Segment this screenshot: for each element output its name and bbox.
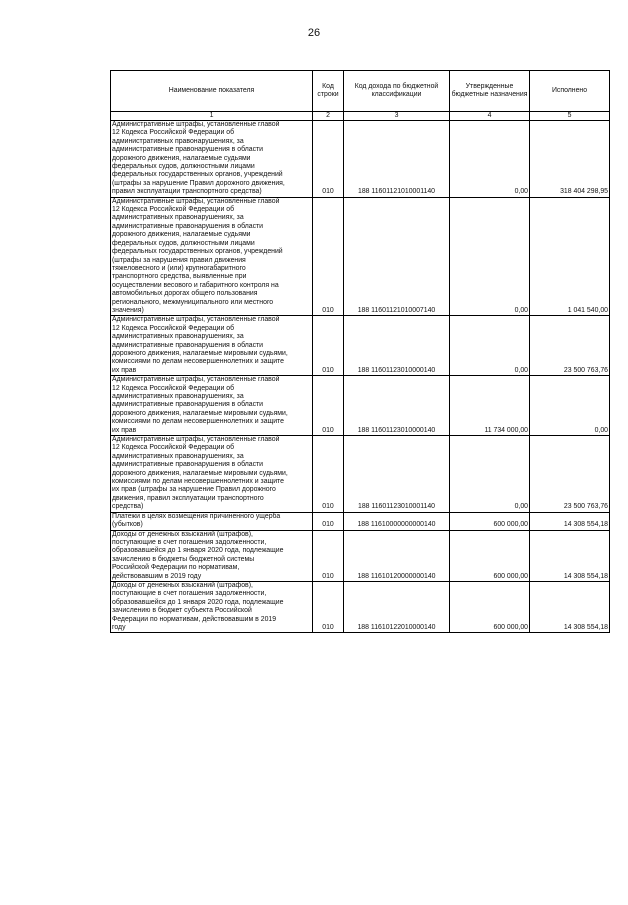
line-code: 010	[313, 512, 344, 530]
header-code: Код строки	[313, 71, 344, 112]
indicator-name: Административные штрафы, установленные главой 12 Кодекса Российской Федерации об административных правонарушениях, за административные правонарушения в области дорожного движения, налагаемые мировыми судьями, комиссиями по делам несовершеннолетних и защите их прав	[111, 316, 313, 376]
budget-classification-code: 188 11601123010001140	[344, 436, 450, 513]
approved-amount: 0,00	[450, 197, 530, 316]
column-number: 3	[344, 112, 450, 121]
executed-amount: 14 308 554,18	[530, 581, 610, 632]
indicator-name: Платежи в целях возмещения причиненного ущерба (убытков)	[111, 512, 313, 530]
approved-amount: 0,00	[450, 121, 530, 198]
executed-amount: 23 500 763,76	[530, 436, 610, 513]
table-row	[111, 581, 610, 632]
budget-classification-code: 188 11601123010000140	[344, 376, 450, 436]
line-code: 010	[313, 436, 344, 513]
approved-amount: 0,00	[450, 436, 530, 513]
budget-classification-code: 188 11610000000000140	[344, 512, 450, 530]
column-number-row	[111, 112, 610, 121]
revenue-table	[110, 70, 610, 633]
budget-classification-code: 188 11601121010001140	[344, 121, 450, 198]
approved-amount: 11 734 000,00	[450, 376, 530, 436]
line-code: 010	[313, 581, 344, 632]
executed-amount: 1 041 540,00	[530, 197, 610, 316]
executed-amount: 318 404 298,95	[530, 121, 610, 198]
line-code: 010	[313, 530, 344, 581]
header-row	[111, 71, 610, 112]
column-number: 4	[450, 112, 530, 121]
executed-amount: 14 308 554,18	[530, 512, 610, 530]
column-number: 5	[530, 112, 610, 121]
line-code: 010	[313, 316, 344, 376]
approved-amount: 0,00	[450, 316, 530, 376]
column-number: 1	[111, 112, 313, 121]
line-code: 010	[313, 376, 344, 436]
indicator-name: Доходы от денежных взысканий (штрафов), поступающие в счет погашения задолженности, образовавшейся до 1 января 2020 года, подлежащие зачислению в бюджеты бюджетной системы Российской Федерации по нормативам, действовавшим в 2019 году	[111, 530, 313, 581]
table-row	[111, 436, 610, 513]
indicator-name: Административные штрафы, установленные главой 12 Кодекса Российской Федерации об административных правонарушениях, за административные правонарушения в области дорожного движения, налагаемые судьями федеральных судов, должностными лицами федеральных государственных органов, учреждений (штрафы за нарушение Правил дорожного движения, правил эксплуатации транспортного средства)	[111, 121, 313, 198]
budget-classification-code: 188 11601123010000140	[344, 316, 450, 376]
approved-amount: 600 000,00	[450, 512, 530, 530]
table-row	[111, 316, 610, 376]
header-approved: Утвержденные бюджетные назначения	[450, 71, 530, 112]
budget-classification-code: 188 11601121010007140	[344, 197, 450, 316]
approved-amount: 600 000,00	[450, 581, 530, 632]
executed-amount: 0,00	[530, 376, 610, 436]
header-name: Наименование показателя	[111, 71, 313, 112]
table-row	[111, 121, 610, 198]
approved-amount: 600 000,00	[450, 530, 530, 581]
table-row	[111, 512, 610, 530]
indicator-name: Административные штрафы, установленные главой 12 Кодекса Российской Федерации об административных правонарушениях, за административные правонарушения в области дорожного движения, налагаемые мировыми судьями, комиссиями по делам несовершеннолетних и защите их прав	[111, 376, 313, 436]
table-row	[111, 530, 610, 581]
line-code: 010	[313, 197, 344, 316]
indicator-name: Административные штрафы, установленные главой 12 Кодекса Российской Федерации об административных правонарушениях, за административные правонарушения в области дорожного движения, налагаемые мировыми судьями, комиссиями по делам несовершеннолетних и защите их прав (штрафы за нарушение Правил дорожного движения, правил эксплуатации транспортного средства)	[111, 436, 313, 513]
indicator-name: Административные штрафы, установленные главой 12 Кодекса Российской Федерации об административных правонарушениях, за административные правонарушения в области дорожного движения, налагаемые судьями федеральных судов, должностными лицами федеральных государственных органов, учреждений (штрафы за нарушения правил движения тяжеловесного и (или) крупногабаритного транспортного средства, выявленные при осуществлении весового и габаритного контроля на автомобильных дорогах общего пользования регионального, межмуниципального или местного значения)	[111, 197, 313, 316]
table-row	[111, 376, 610, 436]
header-executed: Исполнено	[530, 71, 610, 112]
budget-classification-code: 188 11610122010000140	[344, 581, 450, 632]
table-row	[111, 197, 610, 316]
column-number: 2	[313, 112, 344, 121]
page-number: 26	[307, 27, 321, 39]
executed-amount: 23 500 763,76	[530, 316, 610, 376]
line-code: 010	[313, 121, 344, 198]
header-kbk: Код дохода по бюджетной классификации	[344, 71, 450, 112]
indicator-name: Доходы от денежных взысканий (штрафов), поступающие в счет погашения задолженности, образовавшейся до 1 января 2020 года, подлежащие зачислению в бюджет субъекта Российской Федерации по нормативам, действовавшим в 2019 году	[111, 581, 313, 632]
budget-classification-code: 188 11610120000000140	[344, 530, 450, 581]
executed-amount: 14 308 554,18	[530, 530, 610, 581]
